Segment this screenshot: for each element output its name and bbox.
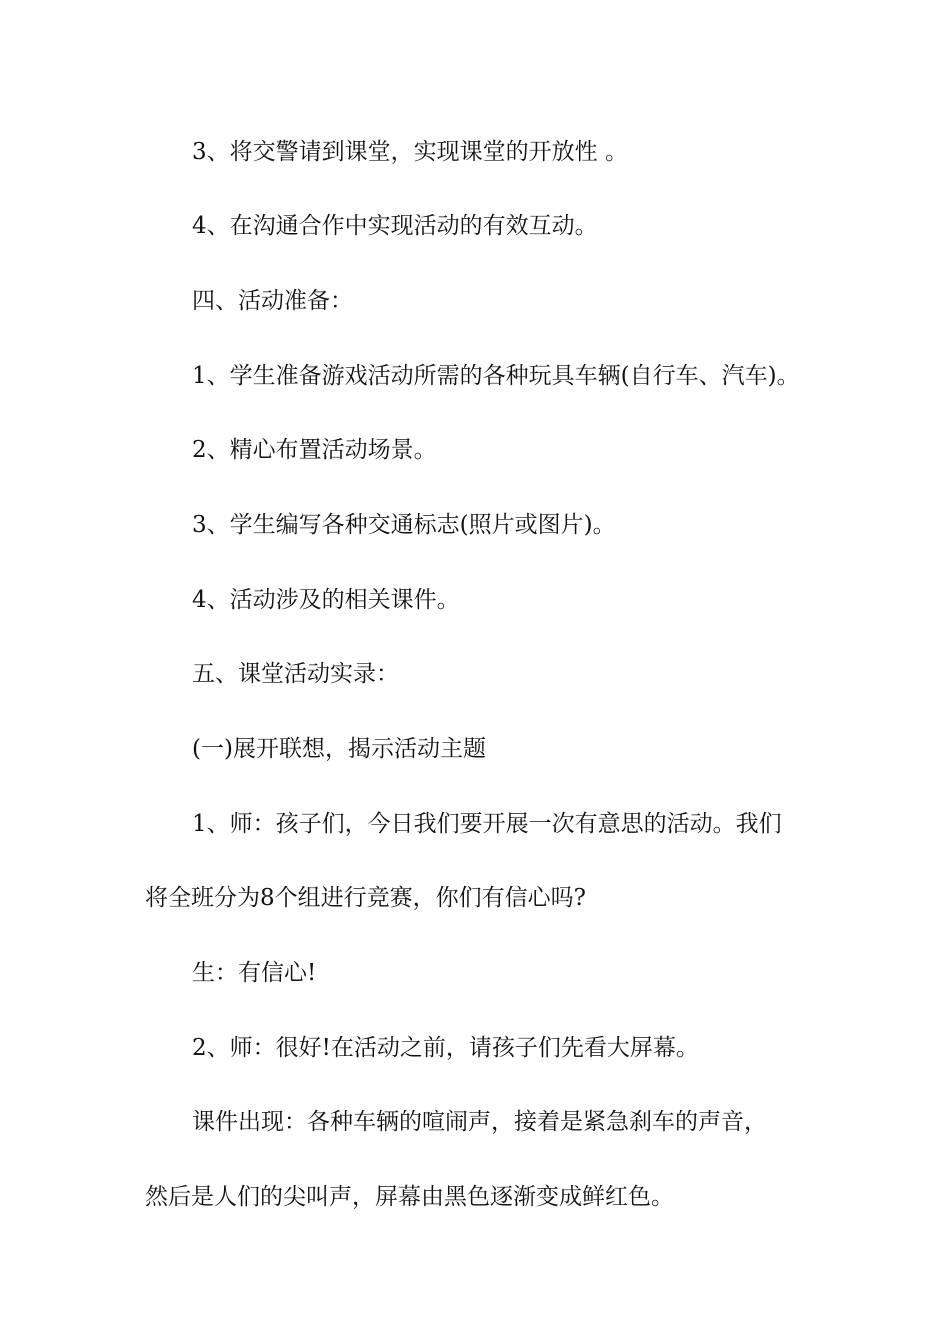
- paragraph-line: 然后是人们的尖叫声，屏幕由黑色逐渐变成鲜红色。: [145, 1184, 674, 1210]
- paragraph-line: 课件出现：各种车辆的喧闹声，接着是紧急刹车的声音，: [192, 1109, 767, 1135]
- paragraph-line: 3、将交警请到课堂，实现课堂的开放性 。: [192, 139, 628, 165]
- paragraph-line: 1、师：孩子们，今日我们要开展一次有意思的活动。我们: [192, 811, 782, 837]
- paragraph-line: 3、学生编写各种交通标志(照片或图片)。: [192, 512, 616, 538]
- paragraph-line: 生：有信心!: [192, 960, 317, 986]
- paragraph-line: 1、学生准备游戏活动所需的各种玩具车辆(自行车、汽车)。: [192, 363, 800, 389]
- section-heading: 五、课堂活动实录：: [192, 661, 399, 687]
- paragraph-line: 将全班分为8个组进行竞赛，你们有信心吗?: [145, 885, 586, 911]
- paragraph-line: 4、活动涉及的相关课件。: [192, 587, 460, 613]
- section-heading: 四、活动准备：: [192, 288, 353, 314]
- paragraph-line: 2、精心布置活动场景。: [192, 437, 437, 463]
- subsection-heading: (一)展开联想，揭示活动主题: [192, 736, 486, 762]
- paragraph-line: 2、师：很好!在活动之前，请孩子们先看大屏幕。: [192, 1035, 699, 1061]
- paragraph-line: 4、在沟通合作中实现活动的有效互动。: [192, 213, 598, 239]
